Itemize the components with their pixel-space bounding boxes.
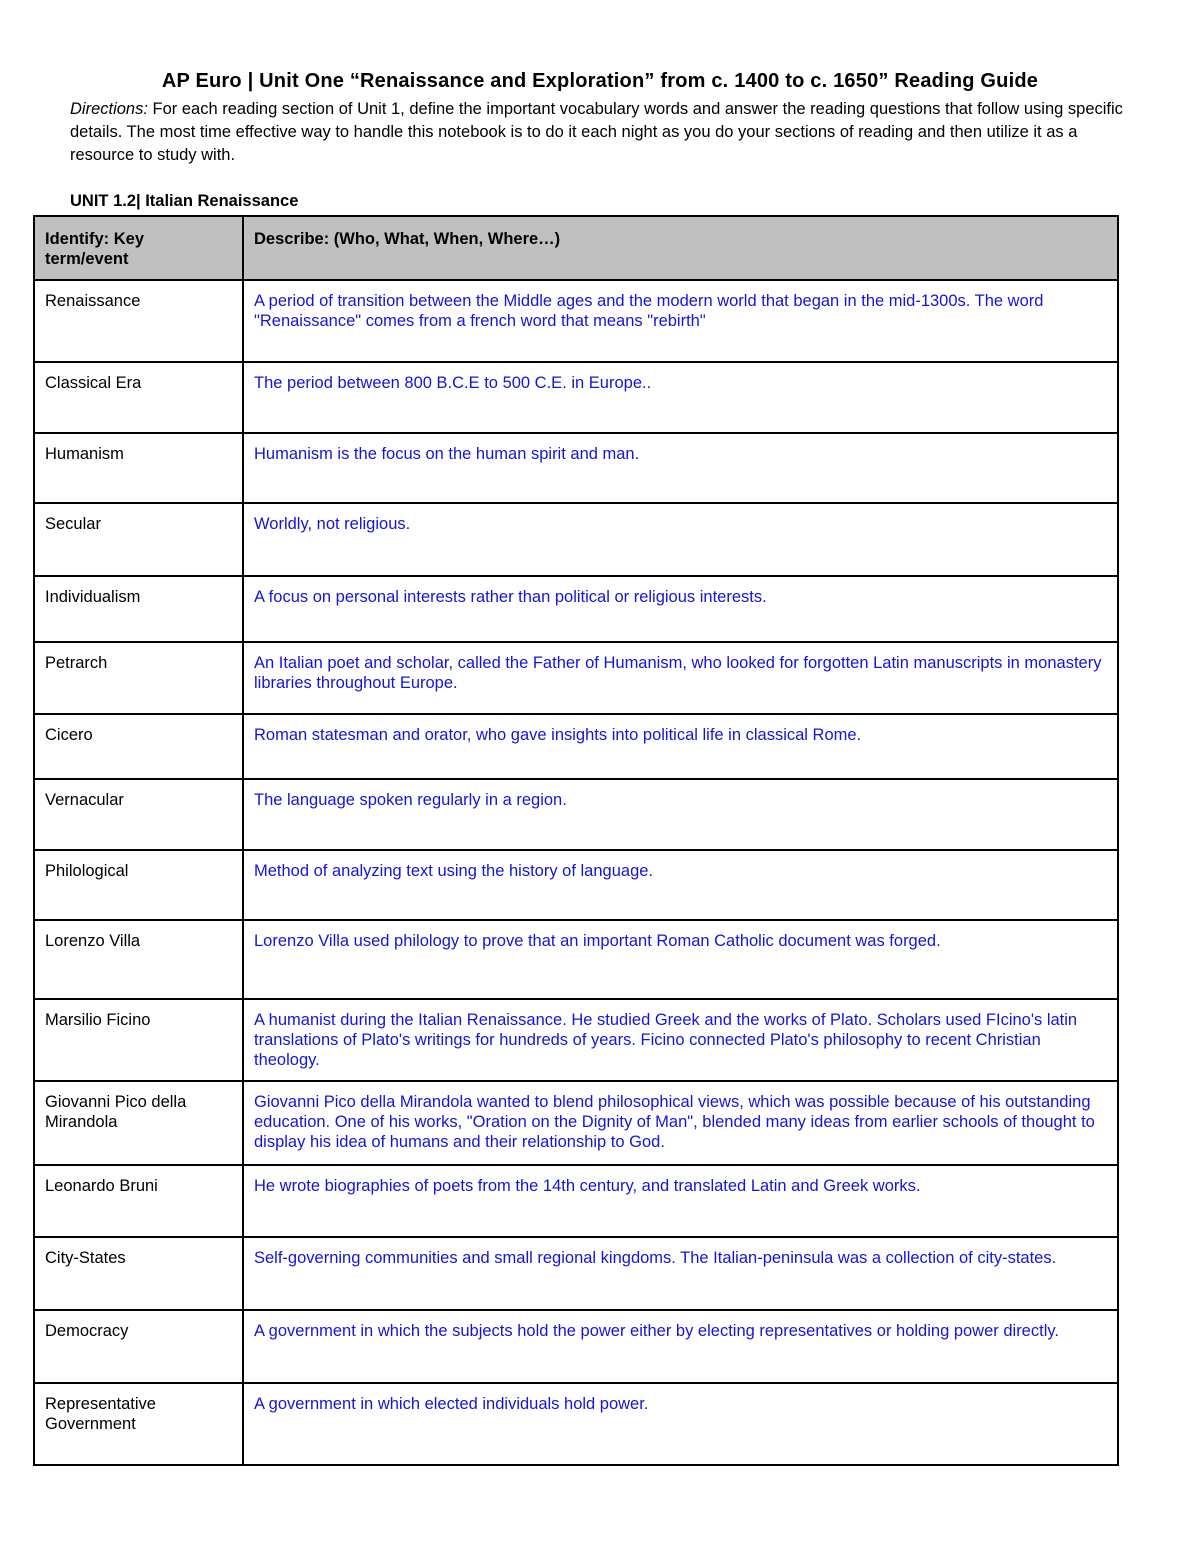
description-cell: Lorenzo Villa used philology to prove that an important Roman Catholic document was forged.: [243, 920, 1118, 999]
table-row: [34, 362, 1118, 433]
table-row: [34, 280, 1118, 362]
term-cell: Democracy: [34, 1310, 243, 1383]
header-term: Identify: Key term/event: [34, 216, 243, 280]
description-cell: Roman statesman and orator, who gave insights into political life in classical Rome.: [243, 714, 1118, 779]
table-row: [34, 642, 1118, 714]
term-cell: Philological: [34, 850, 243, 920]
directions-text: For each reading section of Unit 1, define the important vocabulary words and answer the reading questions that follow using specific details. The most time effective way to handle this notebook is to do it each night as you do your sections of reading and then utilize it as a resource to study with.: [70, 100, 1123, 164]
table-row: [34, 576, 1118, 642]
description-cell: He wrote biographies of poets from the 14th century, and translated Latin and Greek works.: [243, 1165, 1118, 1237]
table-row: [34, 1081, 1118, 1165]
term-cell: Representative Government: [34, 1383, 243, 1465]
description-cell: A period of transition between the Middle ages and the modern world that began in the mid-1300s. The word "Renaissance" comes from a french word that means "rebirth": [243, 280, 1118, 362]
table-row: [34, 999, 1118, 1081]
term-cell: City-States: [34, 1237, 243, 1310]
term-cell: Renaissance: [34, 280, 243, 362]
description-cell: A government in which elected individuals hold power.: [243, 1383, 1118, 1465]
table-row: [34, 920, 1118, 999]
description-cell: The period between 800 B.C.E to 500 C.E. in Europe..: [243, 362, 1118, 433]
table-row: [34, 1383, 1118, 1465]
description-cell: The language spoken regularly in a region.: [243, 779, 1118, 850]
description-cell: Humanism is the focus on the human spirit and man.: [243, 433, 1118, 503]
page-title: AP Euro | Unit One “Renaissance and Exploration” from c. 1400 to c. 1650” Reading Guide: [161, 70, 1039, 92]
table-row: [34, 1165, 1118, 1237]
vocabulary-table: [33, 215, 1119, 1466]
directions-lead: Directions:: [70, 100, 148, 118]
description-cell: A humanist during the Italian Renaissance. He studied Greek and the works of Plato. Scholars used FIcino's latin translations of Plato's writings for hundreds of years. Ficino connected Plato's philosophy to recent Christian theology.: [243, 999, 1118, 1081]
term-cell: Vernacular: [34, 779, 243, 850]
term-cell: Leonardo Bruni: [34, 1165, 243, 1237]
section-heading: UNIT 1.2| Italian Renaissance: [70, 192, 299, 210]
description-cell: Giovanni Pico della Mirandola wanted to blend philosophical views, which was possible because of his outstanding education. One of his works, "Oration on the Dignity of Man", blended many ideas from earlier schools of thought to display his idea of humans and their relationship to God.: [243, 1081, 1118, 1165]
term-cell: Humanism: [34, 433, 243, 503]
term-cell: Classical Era: [34, 362, 243, 433]
header-describe: Describe: (Who, What, When, Where…): [243, 216, 1118, 280]
directions: [70, 98, 1130, 167]
table-row: [34, 503, 1118, 576]
description-cell: Method of analyzing text using the history of language.: [243, 850, 1118, 920]
table-row: [34, 714, 1118, 779]
table-row: [34, 779, 1118, 850]
term-cell: Cicero: [34, 714, 243, 779]
description-cell: A government in which the subjects hold the power either by electing representatives or holding power directly.: [243, 1310, 1118, 1383]
description-cell: An Italian poet and scholar, called the Father of Humanism, who looked for forgotten Latin manuscripts in monastery libraries throughout Europe.: [243, 642, 1118, 714]
table-row: [34, 433, 1118, 503]
term-cell: Petrarch: [34, 642, 243, 714]
table-row: [34, 1237, 1118, 1310]
term-cell: Giovanni Pico della Mirandola: [34, 1081, 243, 1165]
term-cell: Marsilio Ficino: [34, 999, 243, 1081]
description-cell: A focus on personal interests rather than political or religious interests.: [243, 576, 1118, 642]
description-cell: Self-governing communities and small regional kingdoms. The Italian-peninsula was a collection of city-states.: [243, 1237, 1118, 1310]
table-row: [34, 850, 1118, 920]
term-cell: Lorenzo Villa: [34, 920, 243, 999]
description-cell: Worldly, not religious.: [243, 503, 1118, 576]
table-row: [34, 1310, 1118, 1383]
table-header-row: [34, 216, 1118, 280]
term-cell: Secular: [34, 503, 243, 576]
term-cell: Individualism: [34, 576, 243, 642]
